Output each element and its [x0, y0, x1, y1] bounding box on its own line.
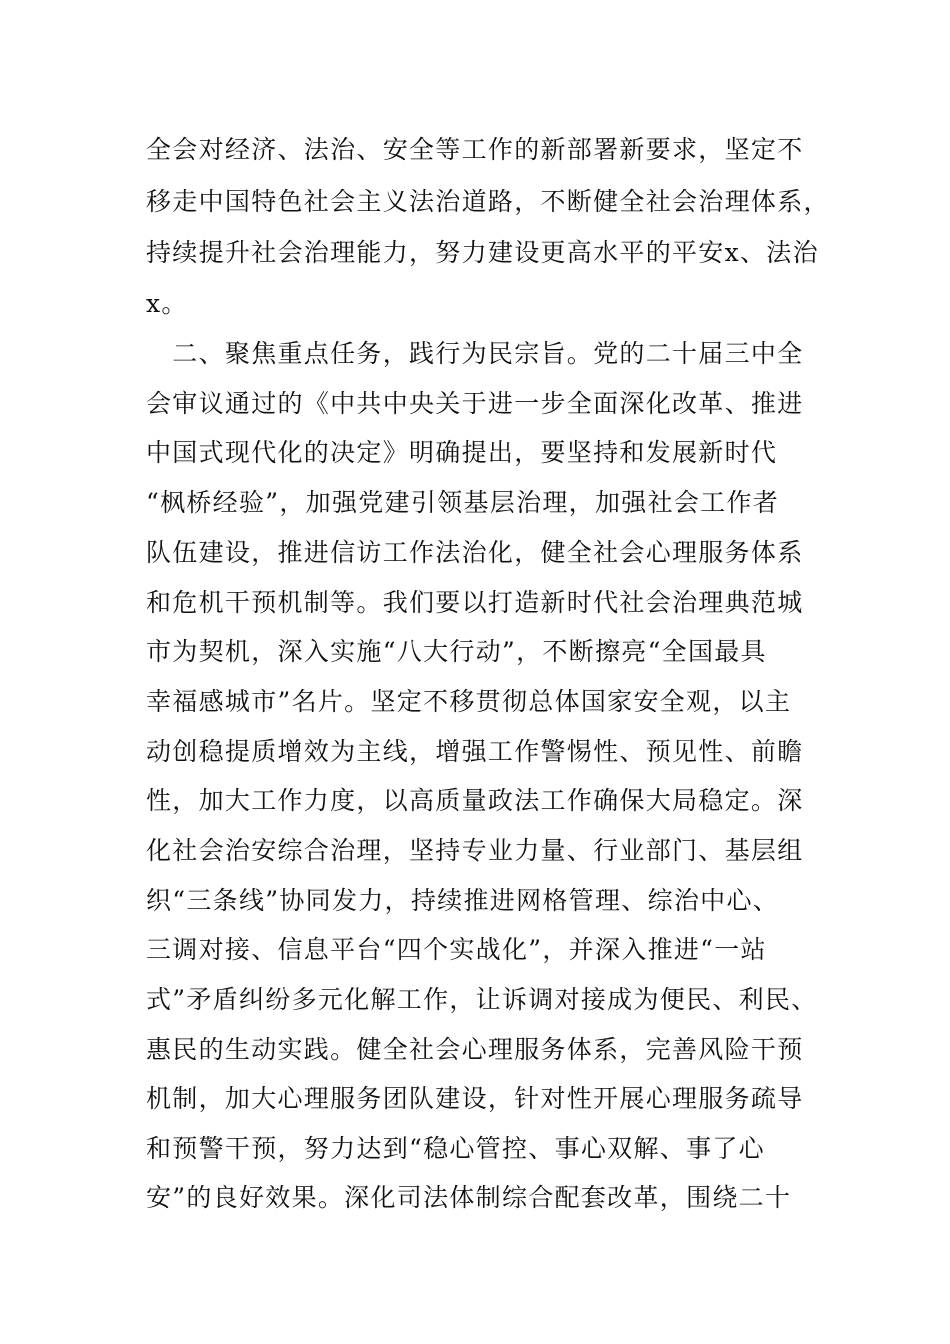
text-line: 安”的良好效果。深化司法体制综合配套改革，围绕二十 — [146, 1183, 792, 1212]
text-line: 幸福感城市”名片。坚定不移贯彻总体国家安全观，以主 — [146, 687, 792, 716]
text-line: 性，加大工作力度，以高质量政法工作确保大局稳定。深 — [146, 786, 804, 815]
text-line: 全会对经济、法治、安全等工作的新部署新要求，坚定不 — [146, 135, 804, 164]
text-line: 动创稳提质增效为主线，增强工作警惕性、预见性、前瞻 — [146, 737, 804, 766]
text-line: 织“三条线”协同发力，持续推进网格管理、综治中心、 — [146, 886, 780, 915]
text-line: 惠民的生动实践。健全社会心理服务体系，完善风险干预 — [146, 1035, 804, 1064]
text-line: 移走中国特色社会主义法治道路，不断健全社会治理体系， — [146, 187, 830, 216]
text-line: 市为契机，深入实施“八大行动”，不断擦亮“全国最具 — [146, 637, 767, 666]
text-line: 和危机干预机制等。我们要以打造新时代社会治理典范城 — [146, 588, 804, 617]
section-heading-line: 二、聚焦重点任务，践行为民宗旨。党的二十届三中全 — [146, 339, 804, 368]
text-line: “枫桥经验”，加强党建引领基层治理，加强社会工作者 — [146, 488, 780, 517]
text-line: x。 — [146, 289, 188, 318]
text-line: 会审议通过的《中共中央关于进一步全面深化改革、推进 — [146, 389, 804, 418]
text-line: 式”矛盾纠纷多元化解工作，让诉调对接成为便民、利民、 — [146, 985, 818, 1014]
text-line: 机制，加大心理服务团队建设，针对性开展心理服务疏导 — [146, 1084, 804, 1113]
text-line: 三调对接、信息平台“四个实战化”，并深入推进“一站 — [146, 935, 767, 964]
text-line: 队伍建设，推进信访工作法治化，健全社会心理服务体系 — [146, 538, 804, 567]
text-line: 持续提升社会治理能力，努力建设更高水平的平安x、法治 — [146, 238, 819, 267]
text-line: 中国式现代化的决定》明确提出，要坚持和发展新时代 — [146, 438, 778, 467]
text-line: 化社会治安综合治理，坚持专业力量、行业部门、基层组 — [146, 836, 804, 865]
text-line: 和预警干预，努力达到“稳心管控、事心双解、事了心 — [146, 1134, 765, 1163]
